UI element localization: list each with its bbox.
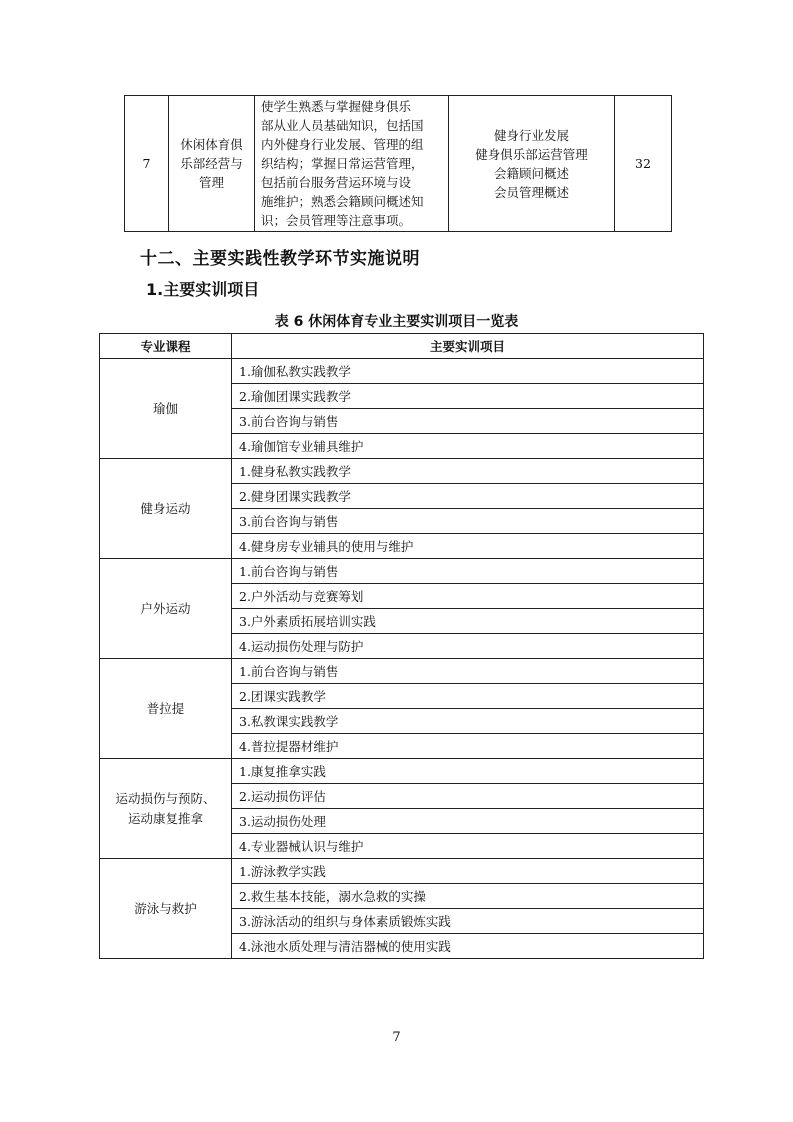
- table-row: [100, 359, 704, 384]
- content-line: 会员管理概述: [493, 184, 569, 200]
- description-line: 施维护；熟悉会籍顾问概述知: [261, 194, 424, 209]
- course-cell: [100, 459, 232, 559]
- project-item: 1.康复推拿实践: [232, 759, 704, 784]
- project-item: 3.户外素质拓展培训实践: [232, 609, 704, 634]
- project-item: 2.救生基本技能，溺水急救的实操: [232, 884, 704, 909]
- content-line: 健身俱乐部运营管理: [475, 146, 588, 162]
- project-item: 1.健身私教实践教学: [232, 459, 704, 484]
- course-cell: [100, 559, 232, 659]
- project-item: 2.户外活动与竞赛筹划: [232, 584, 704, 609]
- course-line: 户外运动: [140, 600, 191, 616]
- project-item: 2.瑜伽团课实践教学: [232, 384, 704, 409]
- project-item: 4.运动损伤处理与防护: [232, 634, 704, 659]
- description-line: 识；会员管理等注意事项。: [261, 213, 412, 228]
- project-item: 3.私教课实践教学: [232, 709, 704, 734]
- header-projects: 主要实训项目: [232, 334, 704, 359]
- table-row: [100, 459, 704, 484]
- course-cell: [100, 359, 232, 459]
- course-cell: [100, 759, 232, 859]
- subsection-heading: 1.主要实训项目: [146, 280, 260, 299]
- table-row: [100, 659, 704, 684]
- course-line: 运动康复推拿: [127, 810, 203, 826]
- header-course: 专业课程: [100, 334, 232, 359]
- project-item: 4.专业器械认识与维护: [232, 834, 704, 859]
- course-line: 瑜伽: [152, 400, 178, 416]
- course-hours: 32: [615, 96, 672, 232]
- description-line: 内外健身行业发展、管理的组: [261, 137, 424, 152]
- project-item: 1.游泳教学实践: [232, 859, 704, 884]
- training-projects-table: [99, 333, 704, 959]
- course-content-cell: [449, 96, 615, 232]
- project-item: 3.游泳活动的组织与身体素质锻炼实践: [232, 909, 704, 934]
- description-line: 织结构；掌握日常运营管理，: [261, 156, 424, 171]
- row-index: 7: [125, 96, 169, 232]
- project-item: 3.前台咨询与销售: [232, 509, 704, 534]
- content-line: 会籍顾问概述: [493, 165, 569, 181]
- project-item: 1.前台咨询与销售: [232, 559, 704, 584]
- course-name-cell: [169, 96, 255, 232]
- course-description-cell: [255, 96, 449, 232]
- description-line: 部从业人员基础知识，包括国: [261, 118, 424, 133]
- content-line: 健身行业发展: [493, 127, 569, 143]
- project-item: 4.瑜伽馆专业辅具维护: [232, 434, 704, 459]
- course-line: 游泳与救护: [134, 900, 197, 916]
- course-table-continuation: [124, 95, 672, 232]
- project-item: 1.前台咨询与销售: [232, 659, 704, 684]
- description-line: 使学生熟悉与掌握健身俱乐: [261, 99, 412, 114]
- section-heading: 十二、主要实践性教学环节实施说明: [140, 249, 420, 269]
- course-cell: [100, 859, 232, 959]
- project-item: 2.运动损伤评估: [232, 784, 704, 809]
- course-line: 普拉提: [146, 700, 185, 716]
- project-item: 2.健身团课实践教学: [232, 484, 704, 509]
- project-item: 4.泳池水质处理与清洁器械的使用实践: [232, 934, 704, 959]
- course-cell: [100, 659, 232, 759]
- project-item: 1.瑜伽私教实践教学: [232, 359, 704, 384]
- project-item: 4.健身房专业辅具的使用与维护: [232, 534, 704, 559]
- course-name-line: 休闲体育俱: [180, 137, 243, 152]
- table-row: [100, 559, 704, 584]
- course-line: 健身运动: [140, 500, 191, 516]
- project-item: 4.普拉提器材维护: [232, 734, 704, 759]
- project-item: 3.运动损伤处理: [232, 809, 704, 834]
- table-row: [125, 96, 672, 232]
- page-number: 7: [392, 1030, 401, 1045]
- table-header-row: [100, 334, 704, 359]
- table-caption: 表 6 休闲体育专业主要实训项目一览表: [274, 314, 519, 330]
- project-item: 2.团课实践教学: [232, 684, 704, 709]
- course-name-line: 乐部经营与: [180, 156, 243, 171]
- description-line: 包括前台服务营运环境与设: [261, 175, 412, 190]
- table-row: [100, 759, 704, 784]
- course-line: 运动损伤与预防、: [115, 790, 216, 806]
- project-item: 3.前台咨询与销售: [232, 409, 704, 434]
- course-name-line: 管理: [198, 175, 224, 190]
- table-row: [100, 859, 704, 884]
